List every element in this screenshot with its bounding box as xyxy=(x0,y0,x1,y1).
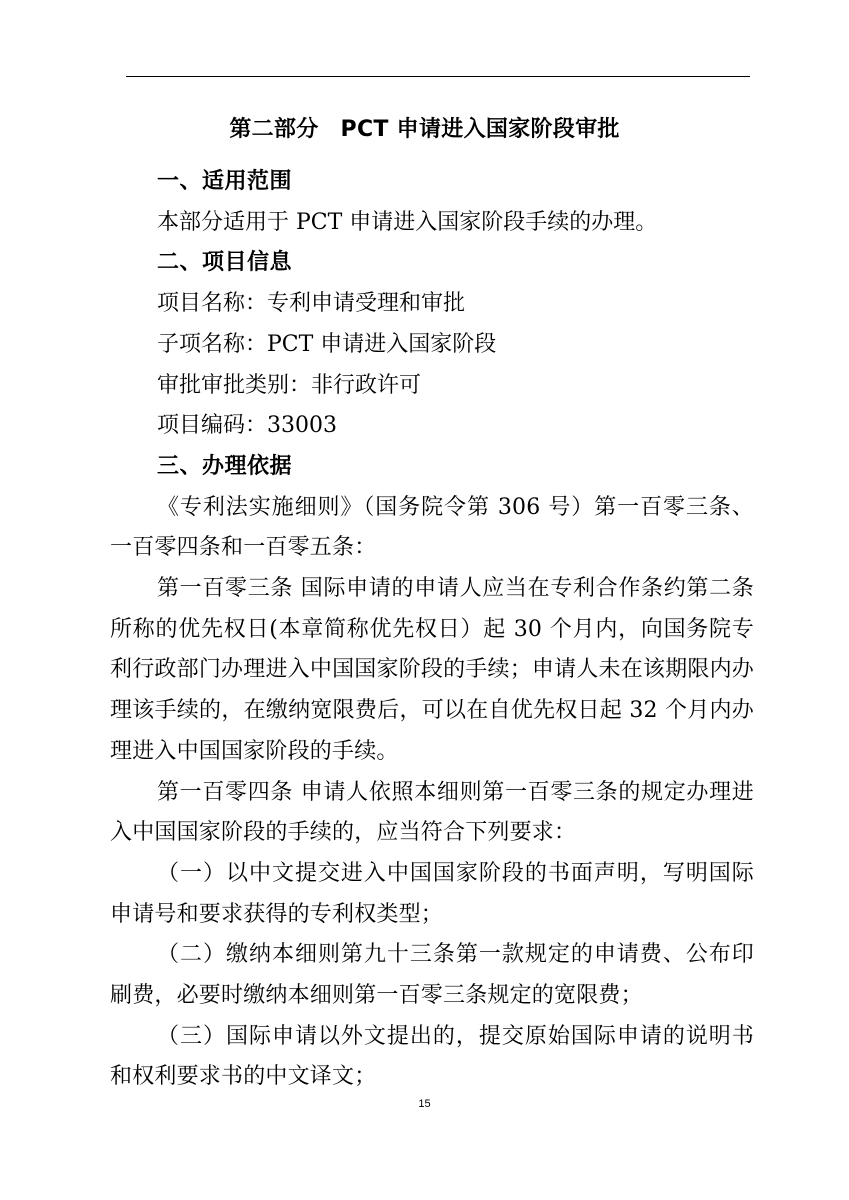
basis-paragraph: （三）国际申请以外文提出的，提交原始国际申请的说明书和权利要求书的中文译文； xyxy=(110,1023,754,1090)
scope-text: 本部分适用于 PCT 申请进入国家阶段手续的办理。 xyxy=(157,209,658,235)
basis-paragraph: （二）缴纳本细则第九十三条第一款规定的申请费、公布印刷费，必要时缴纳本细则第一百零三条规定的宽限费； xyxy=(110,942,754,1009)
basis-paragraph: 第一百零四条 申请人依照本细则第一百零三条的规定办理进入中国国家阶段的手续的，应当符合下列要求： xyxy=(110,779,754,846)
project-code-line: 项目编码：33003 xyxy=(157,413,337,439)
header-rule xyxy=(126,76,750,77)
page-title xyxy=(0,113,849,147)
section-heading-scope: 一、适用范围 xyxy=(157,169,293,194)
subitem-name-line: 子项名称：PCT 申请进入国家阶段 xyxy=(157,331,497,357)
basis-paragraph: （一）以中文提交进入中国国家阶段的书面声明，写明国际申请号和要求获得的专利权类型； xyxy=(110,860,754,927)
document-body xyxy=(110,162,754,1098)
title-main-label: PCT 申请进入国家阶段审批 xyxy=(340,117,620,142)
page-number: 15 xyxy=(418,1098,431,1110)
section-heading-project-info: 二、项目信息 xyxy=(157,250,293,276)
title-part-label: 第二部分 xyxy=(229,117,319,142)
approval-category-line: 审批审批类别：非行政许可 xyxy=(157,372,422,398)
section-heading-basis: 三、办理依据 xyxy=(157,453,293,479)
basis-paragraph: 《专利法实施细则》（国务院令第 306 号）第一百零三条、一百零四条和一百零五条： xyxy=(110,494,754,561)
basis-paragraph: 第一百零三条 国际申请的申请人应当在专利合作条约第二条所称的优先权日(本章简称优先权日）起 30 个月内，向国务院专利行政部门办理进入中国国家阶段的手续；申请人未在该期限内办理该手续的，在缴纳宽限费后，可以在自优先权日起 32 个月内办理进入中国国家阶段的手续。 xyxy=(110,576,754,764)
project-name-line: 项目名称：专利申请受理和审批 xyxy=(157,291,466,317)
